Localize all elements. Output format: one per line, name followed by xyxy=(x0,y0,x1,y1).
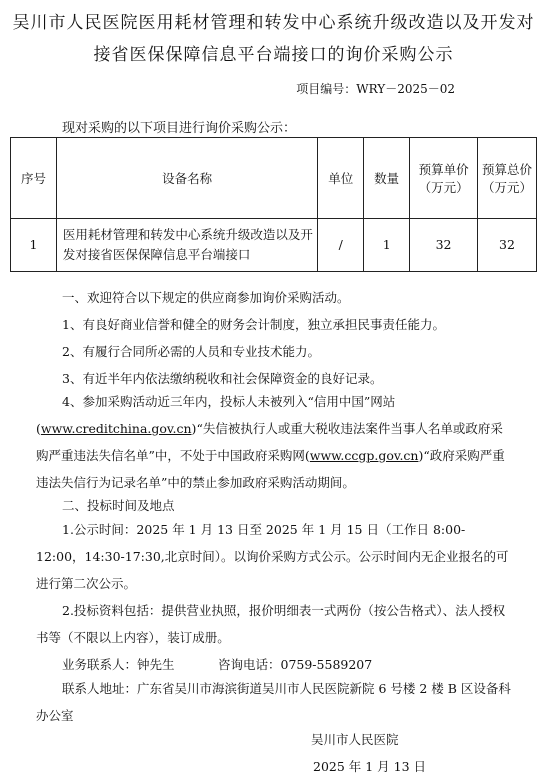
contact-address: 联系人地址：广东省吴川市海滨街道吴川市人民医院新院 6 号楼 2 楼 B 区设备科办公室 xyxy=(36,681,511,723)
project-number: 项目编号：WRY－2025－02 xyxy=(296,82,455,96)
header-unit: 单位 xyxy=(318,138,364,219)
section2-p1: 1.公示时间：2025 年 1 月 13 日至 2025 年 1 月 15 日（工作日 8:00-12:00，14:30-17:30,北京时间）。以询价采购方式公示。公示时间内无企业报名的可进行第二次公示。 xyxy=(36,522,509,591)
signature-org: 吴川市人民医院 xyxy=(311,732,399,747)
intro-text: 现对采购的以下项目进行询价采购公示： xyxy=(62,121,297,136)
cell-name: 医用耗材管理和转发中心系统升级改造以及开发对接省医保保障信息平台端接口 xyxy=(56,219,317,272)
header-qty: 数量 xyxy=(364,138,410,219)
section1-item1: 1、有良好商业信誉和健全的财务会计制度，独立承担民事责任能力。 xyxy=(62,317,445,332)
cell-total: 32 xyxy=(478,219,537,272)
item4-text-b: “失信被执行人或重大税收违法案件当事人名单或政府采购严重违法失信名单”中，不处于中国政府采购网( xyxy=(36,421,503,463)
contact-person: 业务联系人：钟先生 xyxy=(62,657,175,672)
cell-no: 1 xyxy=(11,219,57,272)
header-no: 序号 xyxy=(11,138,57,219)
header-unit-price: 预算单价（万元） xyxy=(410,138,478,219)
document-title-line1: 吴川市人民医院医用耗材管理和转发中心系统升级改造以及开发对 xyxy=(12,13,535,33)
item4-text-c: )“政府采购严重违法失信行为记录名单”中的禁止参加政府采购活动期间。 xyxy=(36,448,505,490)
creditchina-link[interactable]: www.creditchina.gov.cn xyxy=(40,421,192,436)
cell-unit-price: 32 xyxy=(410,219,478,272)
table-row xyxy=(11,219,537,272)
header-name: 设备名称 xyxy=(56,138,317,219)
item4-text-a: 4、参加采购活动近三年内，投标人未被列入“信用中国”网站 xyxy=(62,394,396,409)
document-title-line2: 接省医保保障信息平台端接口的询价采购公示 xyxy=(93,45,454,65)
table-header-row xyxy=(11,138,537,219)
section1-heading: 一、欢迎符合以下规定的供应商参加询价采购活动。 xyxy=(62,290,350,305)
section1-item3: 3、有近半年内依法缴纳税收和社会保障资金的良好记录。 xyxy=(62,371,383,386)
section1-item4: 4、参加采购活动近三年内，投标人未被列入“信用中国”网站(www.creditchina.gov.cn)“失信被执行人或重大税收违法案件当事人名单或政府采购严重违法失信名单”中，不处于中国政府采购网(www.ccgp.gov.cn)“政府采购严重违法失信行为记录名单”中的禁止参加政府采购活动期间。 xyxy=(36,394,505,490)
cell-unit: / xyxy=(318,219,364,272)
section2-p2: 2.投标资料包括：提供营业执照，报价明细表一式两份（按公告格式）、法人授权书等（不限以上内容），装订成册。 xyxy=(36,603,506,645)
section2-heading: 二、投标时间及地点 xyxy=(62,498,175,513)
signature-date: 2025 年 1 月 13 日 xyxy=(313,759,427,774)
cell-qty: 1 xyxy=(364,219,410,272)
procurement-table xyxy=(10,137,537,272)
header-total: 预算总价（万元） xyxy=(478,138,537,219)
section1-item2: 2、有履行合同所必需的人员和专业技术能力。 xyxy=(62,344,320,359)
contact-phone: 咨询电话：0759-5589207 xyxy=(218,657,373,672)
ccgp-link[interactable]: www.ccgp.gov.cn xyxy=(309,448,419,463)
